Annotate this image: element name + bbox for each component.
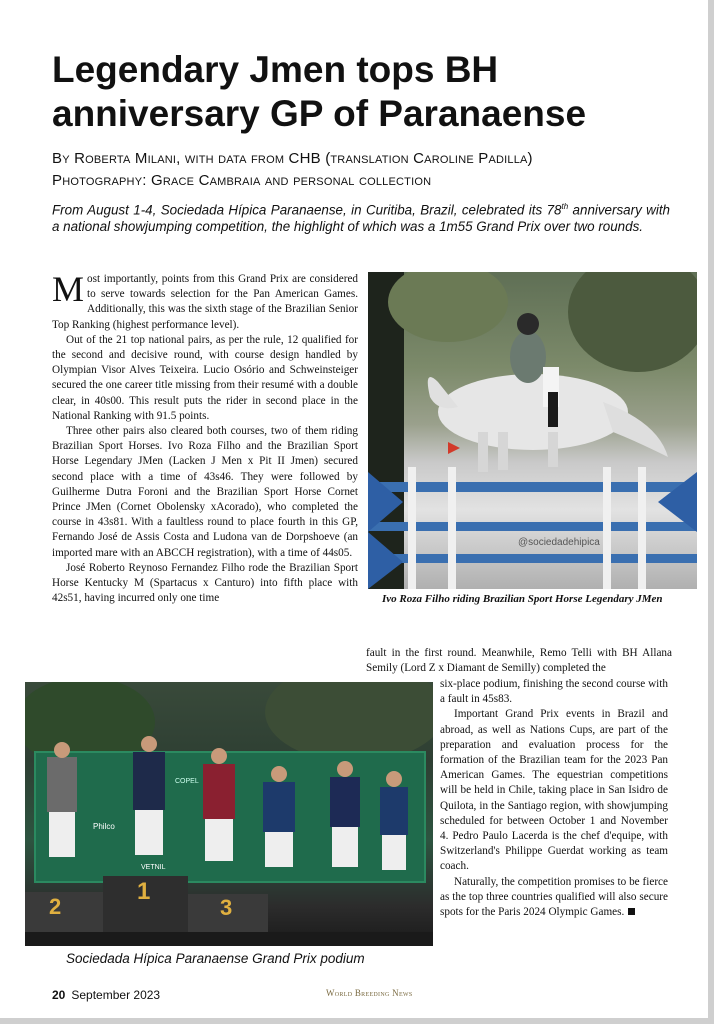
article-intro <box>52 198 670 235</box>
photo-podium <box>25 682 433 946</box>
issue-date: September 2023 <box>71 988 161 1002</box>
paragraph-6: six-place podium, finishing the second course with a fault in 45s83. <box>440 678 668 706</box>
paragraph-7: Important Grand Prix events in Brazil and abroad, as well as Nations Cups, are part of the preparation and evaluation process for the formation of the Brazilian team for the 2023 Pan American Games. The equestrian competitions will be held in Chile, taking place in San Isidro de Quilota, in the Santiago region, with showjumping scheduled for between October 1 and November 4. Pedro Paulo Lacerda is the chef d'equipe, with Switzerland's Philippe Guerdat working as team coach. <box>440 708 668 873</box>
banner-vetnil: VETNIL <box>141 864 166 871</box>
paragraph-5: fault in the first round. Meanwhile, Remo Telli with BH Allana Semily (Lord Z x Diamant de Semilly) completed the <box>366 647 672 675</box>
byline: By Roberta Milani, with data from CHB (translation Caroline Padilla) <box>52 150 533 167</box>
paragraph-1 <box>52 269 358 333</box>
photography-credit: Photography: Grace Cambraia and personal collection <box>52 172 432 189</box>
article-title: Legendary Jmen tops BH anniversary GP of Paranaense <box>52 49 587 134</box>
page-number: 20 <box>52 988 66 1002</box>
podium-number-3: 3 <box>220 895 233 920</box>
column-left <box>52 269 358 606</box>
paragraph-3: Three other pairs also cleared both courses, two of them riding Brazilian Sport Horses. Ivo Roza Filho and the Brazilian Sport Horse Legendary JMen (Lacken J Men x Pit II Jmen) secured second place with a time of 43s46. They were followed by Guilherme Dutra Foroni and the Brazilian Sport Horse Cornet Prince JMen (Cornet Obolensky xAcorado), who completed the course in 43s81. With a faultless round to place fourth in this GP, Fernando José de Assis Costa and Ludona van de Dorpshoeve (an imported mare with an ABCCH registration), with a time of 44s05. <box>52 425 358 559</box>
publication-logo: World Breeding News <box>326 988 413 998</box>
podium-number-1: 1 <box>137 878 151 905</box>
banner-philco: Philco <box>93 822 115 831</box>
column-right-bottom <box>440 662 668 920</box>
paragraph-1-text: ost importantly, points from this Grand Prix are considered to serve towards selection for the Pan American Games. Additionally, this was the sixth stage of the Brazilian Senior Top Ranking (highest performance level). <box>52 273 358 331</box>
podium-number-2: 2 <box>49 894 62 919</box>
paragraph-8-text: Naturally, the competition promises to be fierce as the top three countries qualified will also secure spots for the Paris 2024 Olympic Games. <box>440 875 668 919</box>
intro-superscript: th <box>561 202 569 211</box>
end-mark-icon <box>628 908 635 915</box>
banner-copel: COPEL <box>175 778 199 785</box>
paragraph-8 <box>440 875 668 921</box>
photo2-caption: Sociedada Hípica Paranaense Grand Prix podium <box>66 951 365 966</box>
intro-text-b: anniversary with a national showjumping competition, the highlight of which was a 1m55 Grand Prix over two rounds. <box>52 202 670 235</box>
drop-cap: M <box>52 269 85 309</box>
paragraph-4: José Roberto Reynoso Fernandez Filho rode the Brazilian Sport Horse Kentucky M (Spartacus x Canturo) into fifth place with 42s51, having incurred only one time <box>52 561 358 605</box>
photo-watermark: @sociedadehipica <box>518 537 600 548</box>
photo1-caption: Ivo Roza Filho riding Brazilian Sport Horse Legendary JMen <box>382 593 663 605</box>
paragraph-2: Out of the 21 top national pairs, as per the rule, 12 qualified for the second and decisive round, with course design handled by Olympian Visor Alves Teixeira. Lucio Osório and Schweinsteiger secured the one career title missing from their resumé with a double clear, in 40s00. This result puts the rider in second place in the National Ranking with 91.5 points. <box>52 333 358 422</box>
intro-text-a: From August 1-4, Sociedada Hípica Paranaense, in Curitiba, Brazil, celebrated its 78 <box>52 202 562 218</box>
photo-horse-jumping <box>368 272 697 589</box>
page-footer <box>52 988 160 1002</box>
